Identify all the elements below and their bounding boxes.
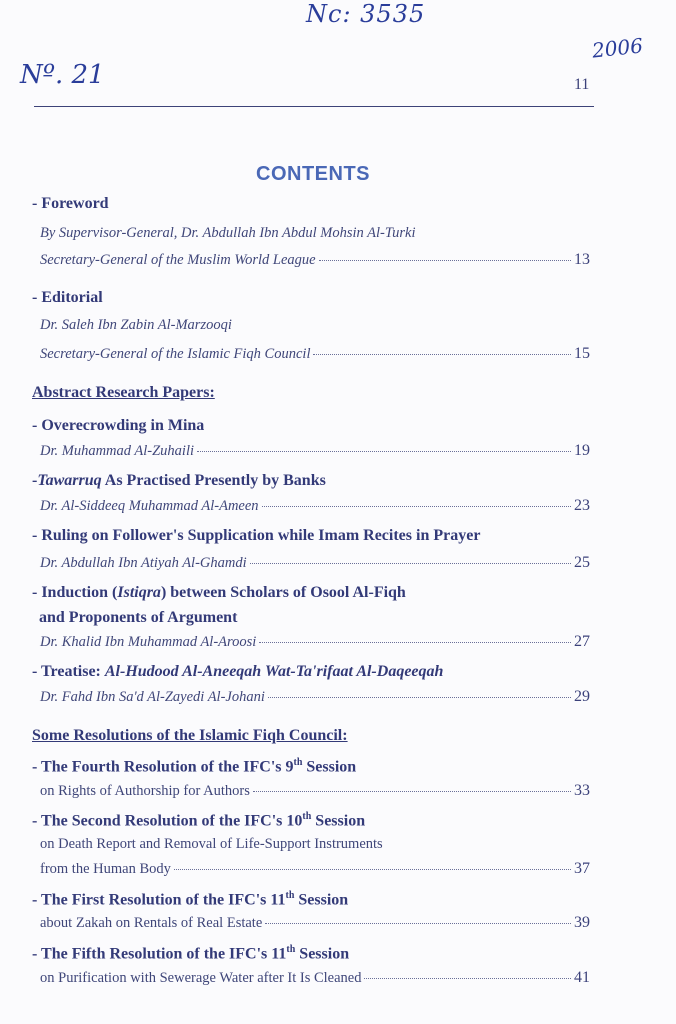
toc-entry <box>40 497 590 515</box>
editorial-heading: - Editorial <box>32 289 103 306</box>
title-text: ) between Scholars of Osool Al-Fiqh <box>160 584 406 601</box>
handwritten-reference: Nc: 3535 <box>306 0 426 28</box>
paper-author: Dr. Muhammad Al-Zuhaili <box>40 443 195 459</box>
toc-entry-foreword <box>40 251 590 269</box>
page-title: CONTENTS <box>256 163 370 185</box>
paper-title <box>32 527 480 545</box>
ordinal-suffix: th <box>286 944 296 955</box>
page-ref: 13 <box>574 251 590 268</box>
title-text: Treatise: <box>41 663 105 680</box>
prefix: - <box>32 472 38 489</box>
resolution-desc: from the Human Body <box>40 861 171 877</box>
page-ref: 41 <box>574 969 590 986</box>
ordinal-suffix: th <box>293 757 303 768</box>
title-text: As Practised Presently by Banks <box>101 472 326 489</box>
leader-dots <box>253 790 571 792</box>
page-ref: 29 <box>574 688 590 705</box>
handwritten-number: Nº. 21 <box>20 60 105 90</box>
toc-entry <box>40 914 590 932</box>
toc-entry <box>40 782 590 800</box>
toc-entry <box>40 969 590 987</box>
paper-title <box>32 584 406 602</box>
paper-title-continued: and Proponents of Argument <box>39 609 238 626</box>
page-ref: 19 <box>574 442 590 459</box>
editorial-author: Dr. Saleh Ibn Zabin Al-Marzooqi <box>40 317 232 333</box>
resolution-title <box>32 757 356 776</box>
foreword-author: By Supervisor-General, Dr. Abdullah Ibn Abdul Mohsin Al-Turki <box>40 225 416 241</box>
paper-title <box>32 472 326 490</box>
title-emphasis: Tawarruq <box>37 472 102 489</box>
leader-dots <box>262 505 571 507</box>
resolution-desc: on Purification with Sewerage Water after It Is Cleaned <box>40 970 362 986</box>
leader-dots <box>259 641 571 643</box>
foreword-heading: - Foreword <box>32 195 109 212</box>
header-rule <box>34 106 594 107</box>
leader-dots <box>174 868 571 870</box>
page-ref: 23 <box>574 497 590 514</box>
title-text: Session <box>302 758 357 776</box>
page-ref: 33 <box>574 782 590 799</box>
page-ref: 37 <box>574 860 590 877</box>
toc-entry <box>40 688 590 706</box>
title-text: Induction ( <box>41 584 118 601</box>
ordinal-suffix: th <box>285 890 295 901</box>
paper-title <box>32 663 443 681</box>
resolutions-section-heading: Some Resolutions of the Islamic Fiqh Council: <box>32 727 348 744</box>
title-text: Session <box>311 812 366 830</box>
toc-entry <box>40 554 590 572</box>
paper-author: Dr. Fahd Ibn Sa'd Al-Zayedi Al-Johani <box>40 689 265 705</box>
leader-dots <box>197 450 571 452</box>
title-text: Ruling on Follower's Supplication while Imam Recites in Prayer <box>41 527 481 544</box>
prefix: - <box>32 584 42 601</box>
editorial-role: Secretary-General of the Islamic Fiqh Council <box>40 346 311 362</box>
prefix: - <box>32 417 42 434</box>
page-number: 11 <box>574 76 590 93</box>
resolution-title <box>32 944 349 963</box>
paper-author: Dr. Abdullah Ibn Atiyah Al-Ghamdi <box>40 555 247 571</box>
page-ref: 15 <box>574 345 590 362</box>
title-text: Session <box>295 945 350 963</box>
title-text: - The Second Resolution of the IFC's 10 <box>32 812 303 830</box>
title-text: - The Fourth Resolution of the IFC's 9 <box>32 758 294 776</box>
resolution-desc: on Rights of Authorship for Authors <box>40 783 250 799</box>
handwritten-year: 2006 <box>590 33 645 63</box>
resolution-title <box>32 811 365 830</box>
toc-entry-editorial <box>40 345 590 363</box>
title-text: Session <box>294 891 349 909</box>
toc-entry <box>40 442 590 460</box>
page-ref: 25 <box>574 554 590 571</box>
leader-dots <box>268 696 571 698</box>
toc-entry <box>40 860 590 878</box>
foreword-role: Secretary-General of the Muslim World League <box>40 252 316 268</box>
title-emphasis: Al-Hudood Al-Aneeqah Wat-Ta'rifaat Al-Daqeeqah <box>104 663 444 680</box>
leader-dots <box>364 977 571 979</box>
page-ref: 27 <box>574 633 590 650</box>
paper-author: Dr. Khalid Ibn Muhammad Al-Aroosi <box>40 634 257 650</box>
title-text: - The Fifth Resolution of the IFC's 11 <box>32 945 287 963</box>
prefix: - <box>32 527 42 544</box>
resolution-title <box>32 890 348 909</box>
resolution-desc: about Zakah on Rentals of Real Estate <box>40 915 263 931</box>
title-emphasis: Istiqra <box>117 584 161 601</box>
toc-entry <box>40 633 590 651</box>
page-ref: 39 <box>574 914 590 931</box>
paper-title <box>32 417 204 435</box>
leader-dots <box>250 562 571 564</box>
leader-dots <box>313 353 571 355</box>
title-text: - The First Resolution of the IFC's 11 <box>32 891 286 909</box>
resolution-desc: on Death Report and Removal of Life-Support Instruments <box>40 836 383 852</box>
leader-dots <box>265 922 571 924</box>
title-text: Overecrowding in Mina <box>41 417 205 434</box>
paper-author: Dr. Al-Siddeeq Muhammad Al-Ameen <box>40 498 259 514</box>
abstract-section-heading: Abstract Research Papers: <box>32 384 215 401</box>
leader-dots <box>319 259 571 261</box>
ordinal-suffix: th <box>302 811 312 822</box>
prefix: - <box>32 663 42 680</box>
